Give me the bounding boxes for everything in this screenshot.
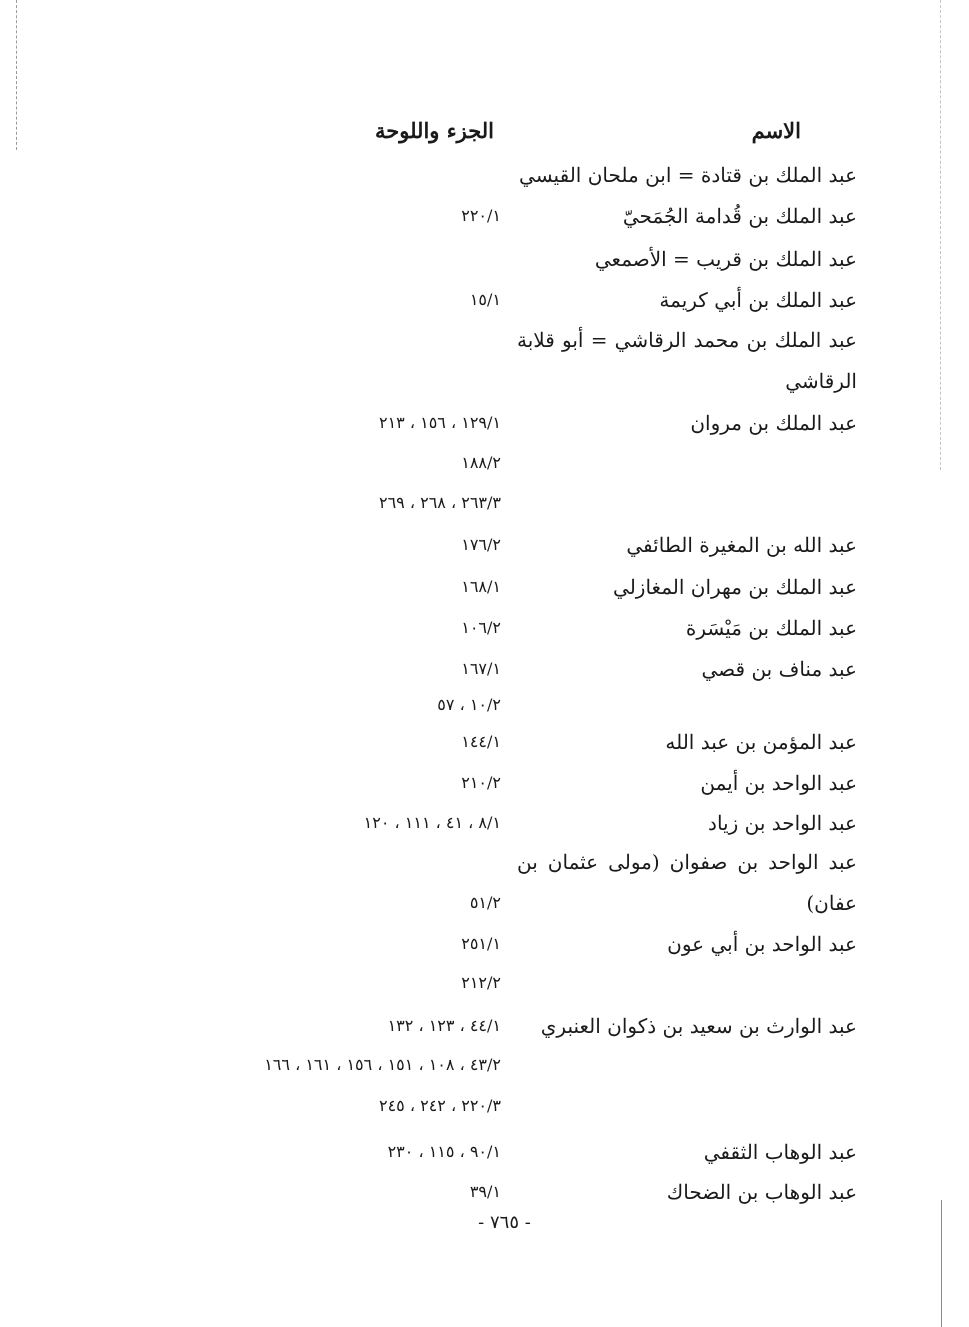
index-entry	[0, 246, 969, 286]
index-entry	[0, 770, 969, 810]
index-entry	[0, 327, 969, 367]
index-entry-continuation	[0, 692, 969, 732]
index-entry	[0, 931, 969, 971]
entry-ref: ١٠٦/٢	[461, 618, 501, 637]
index-entry	[0, 615, 969, 655]
index-entry-continuation	[0, 490, 969, 530]
entry-name: عبد الواحد بن زياد	[708, 811, 857, 835]
entry-name: عبد الوهاب الثقفي	[703, 1140, 857, 1164]
entry-ref: ٢٢٠/١	[461, 206, 501, 225]
entry-name: عبد الملك بن قتادة = ابن ملحان القيسي	[519, 163, 857, 187]
entry-name: الرقاشي	[785, 369, 857, 393]
entry-name: عبد الوهاب بن الضحاك	[666, 1180, 857, 1204]
index-entry-continuation	[0, 1093, 969, 1133]
entry-ref: ١٥/١	[469, 290, 501, 309]
entry-name: عبد الوارث بن سعيد بن ذكوان العنبري	[540, 1014, 857, 1038]
index-entry	[0, 1013, 969, 1053]
entry-ref: ٤٣/٢ ، ١٠٨ ، ١٥١ ، ١٥٦ ، ١٦١ ، ١٦٦	[264, 1055, 501, 1074]
entry-ref: ١٧٦/٢	[461, 535, 501, 554]
index-entry	[0, 656, 969, 696]
entry-name: عبد الملك بن مهران المغازلي	[613, 575, 857, 599]
entry-name: عبد الملك بن قُدامة الجُمَحيّ	[622, 204, 857, 228]
entry-ref: ١٢٩/١ ، ١٥٦ ، ٢١٣	[378, 413, 501, 432]
entry-ref: ٢١٢/٢	[461, 973, 501, 992]
index-entry	[0, 810, 969, 850]
entry-ref: ٨/١ ، ٤١ ، ١١١ ، ١٢٠	[363, 813, 501, 832]
entry-name: عبد الواحد بن أبي عون	[667, 932, 857, 956]
entry-name: عبد الملك بن مروان	[690, 411, 857, 435]
entry-ref: ١٤٤/١	[461, 732, 501, 751]
index-entry	[0, 203, 969, 243]
entry-name: عبد الملك بن قريب = الأصمعي	[594, 247, 857, 271]
entry-ref: ١٦٧/١	[461, 659, 501, 678]
page-edge-left	[16, 0, 17, 150]
entry-ref: ١٨٨/٢	[461, 453, 501, 472]
entry-ref: ٥١/٢	[469, 893, 501, 912]
index-entry	[0, 287, 969, 327]
index-entry	[0, 410, 969, 450]
entry-ref: ١٦٨/١	[461, 577, 501, 596]
index-entry	[0, 574, 969, 614]
entry-ref: ٢٥١/١	[461, 934, 501, 953]
entry-name: عبد الملك بن أبي كريمة	[659, 288, 857, 312]
index-entry-continuation	[0, 890, 969, 930]
index-entry-continuation	[0, 450, 969, 490]
entry-name: عبد الله بن المغيرة الطائفي	[626, 533, 857, 557]
entry-ref: ٩٠/١ ، ١١٥ ، ٢٣٠	[387, 1142, 501, 1161]
entry-name: عبد الواحد بن أيمن	[700, 771, 857, 795]
entry-name: عبد مناف بن قصي	[701, 657, 857, 681]
index-entry	[0, 162, 969, 202]
column-header-name: الاسم	[751, 118, 801, 143]
index-entry-continuation	[0, 368, 969, 408]
index-entry-continuation	[0, 970, 969, 1010]
page-number: - ٧٦٥ -	[478, 1212, 531, 1233]
entry-name: عبد المؤمن بن عبد الله	[665, 730, 857, 754]
index-entry	[0, 849, 969, 889]
entry-name: عبد الملك بن مَيْسَرة	[685, 616, 857, 640]
index-entry	[0, 729, 969, 769]
entry-ref: ١٠/٢ ، ٥٧	[437, 695, 501, 714]
entry-ref: ٣٩/١	[469, 1182, 501, 1201]
entry-name: عبد الملك بن محمد الرقاشي = أبو قلابة	[517, 328, 857, 352]
index-entry	[0, 1139, 969, 1179]
entry-name: عبد الواحد بن صفوان (مولى عثمان بن	[517, 850, 857, 874]
index-entry-continuation	[0, 1052, 969, 1092]
column-header-ref: الجزء واللوحة	[375, 118, 494, 143]
entry-ref: ٤٤/١ ، ١٢٣ ، ١٣٢	[387, 1016, 501, 1035]
entry-ref: ٢١٠/٢	[461, 773, 501, 792]
index-entry	[0, 532, 969, 572]
entry-name: عفان)	[806, 891, 857, 915]
entry-ref: ٢٢٠/٣ ، ٢٤٢ ، ٢٤٥	[378, 1096, 501, 1115]
entry-ref: ٢٦٣/٣ ، ٢٦٨ ، ٢٦٩	[378, 493, 501, 512]
